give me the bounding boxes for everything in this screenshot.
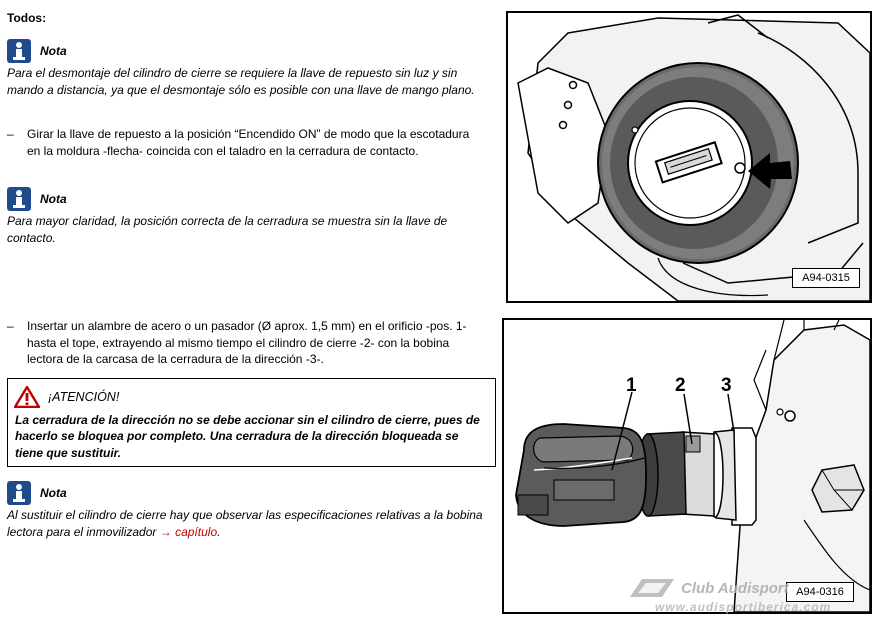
info-icon bbox=[7, 481, 31, 505]
warning-text: La cerradura de la dirección no se debe accionar sin el cilindro de cierre, pues de hacerlo se bloquea por completo. Una cerradura de la dirección bloqueada se tiene que sustituir. bbox=[15, 413, 480, 460]
note-text: Para mayor claridad, la posición correcta de la cerradura se muestra sin la llave de contacto. bbox=[7, 214, 448, 245]
step-dash: – bbox=[7, 127, 14, 141]
callout-3: 3 bbox=[721, 375, 732, 396]
club-logo-icon bbox=[626, 575, 678, 601]
note-text-body: Al sustituir el cilindro de cierre hay que observar las especificaciones relativas a la bobina lectora para el inmovilizador bbox=[7, 508, 483, 539]
info-icon bbox=[7, 39, 31, 63]
lock-cylinder-illustration bbox=[504, 320, 870, 612]
warning-triangle-icon bbox=[14, 386, 40, 408]
procedure-step-1 bbox=[7, 126, 477, 159]
warning-box bbox=[7, 378, 496, 467]
note-block-2 bbox=[7, 186, 495, 246]
step-text: Insertar un alambre de acero o un pasador (Ø aprox. 1,5 mm) en el orificio -pos. 1- hasta el tope, extrayendo al mismo tiempo el cilindro de cierre -2- con la bobina lectora de la carcasa de la cerradura de la dirección -3-. bbox=[27, 319, 467, 366]
callout-2: 2 bbox=[675, 375, 686, 396]
watermark-title: Club Audisport bbox=[681, 580, 789, 597]
note-block-3 bbox=[7, 480, 495, 540]
procedure-step-2 bbox=[7, 318, 477, 368]
info-icon bbox=[7, 187, 31, 211]
figure-label: A94-0315 bbox=[792, 268, 860, 288]
ignition-lock-illustration bbox=[508, 13, 870, 301]
note-title: Nota bbox=[40, 486, 67, 500]
section-heading: Todos: bbox=[7, 11, 47, 25]
figure-lock-cylinder bbox=[502, 318, 872, 614]
note-text: Para el desmontaje del cilindro de cierre se requiere la llave de repuesto sin luz y sin mando a distancia, ya que el desmontaje sólo es posible con una llave de mango plano. bbox=[7, 66, 475, 97]
step-text: Girar la llave de repuesto a la posición “Encendido ON” de modo que la escotadura en la moldura -flecha- coincida con el taladro en la cerradura de contacto. bbox=[27, 127, 470, 158]
watermark-url: www.audisportiberica.com bbox=[655, 600, 832, 614]
chapter-link[interactable]: → capítulo bbox=[159, 524, 218, 539]
note-title: Nota bbox=[40, 44, 67, 58]
note-title: Nota bbox=[40, 192, 67, 206]
step-dash: – bbox=[7, 319, 14, 333]
note-block-1 bbox=[7, 38, 495, 98]
callout-1: 1 bbox=[626, 375, 637, 396]
note-text-end: . bbox=[217, 524, 221, 539]
warning-title: ¡ATENCIÓN! bbox=[48, 390, 120, 404]
note-text bbox=[7, 507, 495, 540]
figure-ignition-lock bbox=[506, 11, 872, 303]
figure-label: A94-0316 bbox=[786, 582, 854, 602]
